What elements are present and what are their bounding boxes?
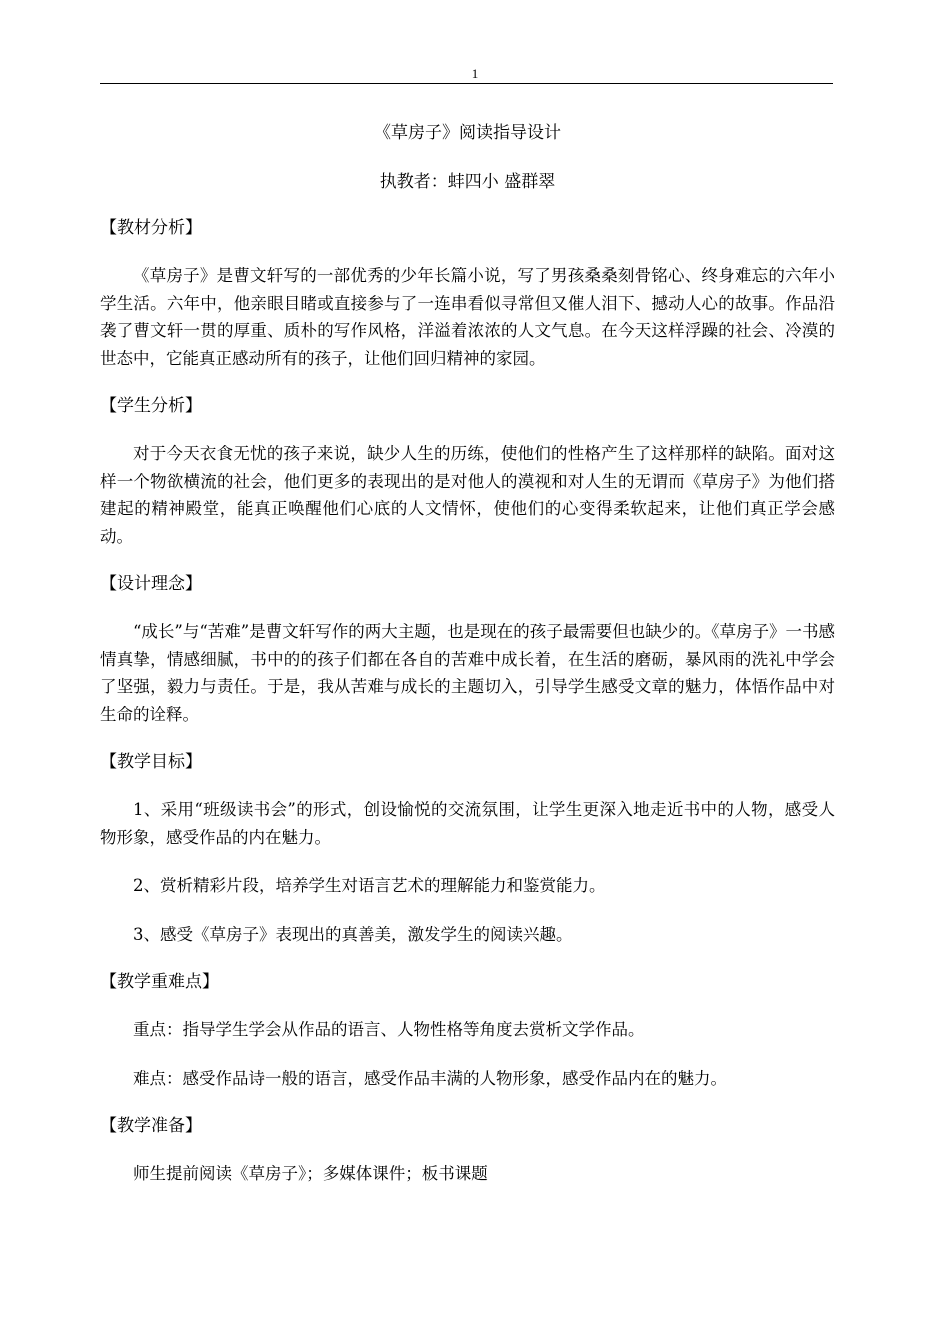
goal-item: 1、采用“班级读书会”的形式，创设愉悦的交流氛围，让学生更深入地走近书中的人物，感受人物形象，感受作品的内在魅力。 bbox=[100, 800, 835, 847]
paragraph: 《草房子》是曹文轩写的一部优秀的少年长篇小说，写了男孩桑桑刻骨铭心、终身难忘的六年小学生活。六年中，他亲眼目睹或直接参与了一连串看似寻常但又催人泪下、撼动人心的故事。作品沿袭了曹文轩一贯的厚重、质朴的写作风格，洋溢着浓浓的人文气息。在今天这样浮躁的社会、冷漠的世态中，它能真正感动所有的孩子，让他们回归精神的家园。 bbox=[100, 266, 835, 368]
section-heading-textbook-analysis: 【教材分析】 bbox=[100, 218, 202, 238]
goal-item: 2、赏析精彩片段，培养学生对语言艺术的理解能力和鉴赏能力。 bbox=[133, 876, 606, 895]
page-number: 1 bbox=[471, 66, 479, 81]
key-point: 重点：指导学生学会从作品的语言、人物性格等角度去赏析文学作品。 bbox=[133, 1020, 645, 1039]
difficult-point: 难点：感受作品诗一般的语言，感受作品丰满的人物形象，感受作品内在的魅力。 bbox=[133, 1068, 727, 1088]
section-heading-student-analysis: 【学生分析】 bbox=[100, 396, 202, 416]
paragraph: 师生提前阅读《草房子》；多媒体课件；板书课题 bbox=[133, 1164, 488, 1183]
document-body bbox=[100, 120, 835, 1188]
goal-item: 3、感受《草房子》表现出的真善美，激发学生的阅读兴趣。 bbox=[133, 924, 573, 944]
section-heading-preparation: 【教学准备】 bbox=[100, 1116, 202, 1136]
header-rule bbox=[100, 83, 833, 84]
paragraph: “成长”与“苦难”是曹文轩写作的两大主题，也是现在的孩子最需要但也缺少的。《草房子》一书感情真挚，情感细腻，书中的的孩子们都在各自的苦难中成长着，在生活的磨砺，暴风雨的洗礼中学会了坚强，毅力与责任。于是，我从苦难与成长的主题切入，引导学生感受文章的魅力，体悟作品中对生命的诠释。 bbox=[100, 622, 835, 724]
paragraph: 对于今天衣食无忧的孩子来说，缺少人生的历练，使他们的性格产生了这样那样的缺陷。面对这样一个物欲横流的社会，他们更多的表现出的是对他人的漠视和对人生的无谓而《草房子》为他们搭建起的精神殿堂，能真正唤醒他们心底的人文情怀，使他们的心变得柔软起来，让他们真正学会感动。 bbox=[100, 444, 835, 546]
section-heading-design-concept: 【设计理念】 bbox=[100, 574, 202, 594]
document-author: 执教者：蚌四小 盛群翠 bbox=[379, 172, 556, 192]
section-heading-key-difficulties: 【教学重难点】 bbox=[100, 972, 219, 992]
section-heading-teaching-goals: 【教学目标】 bbox=[100, 752, 202, 772]
document-title: 《草房子》阅读指导设计 bbox=[374, 123, 561, 143]
